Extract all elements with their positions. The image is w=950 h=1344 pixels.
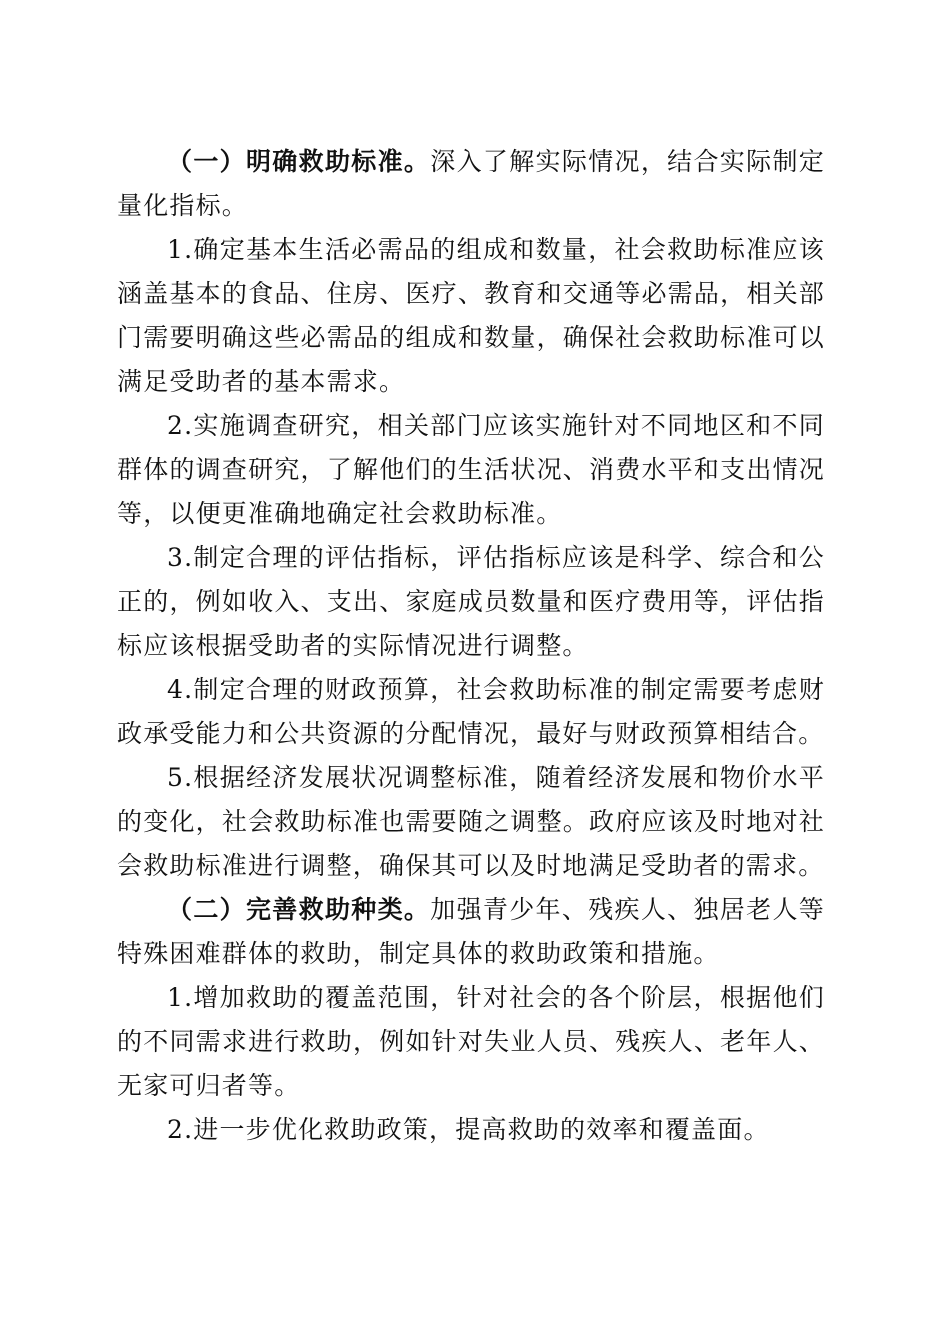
- list-item-paragraph: [117, 1108, 825, 1152]
- section-heading-paragraph: [117, 888, 825, 976]
- section-heading: （二）完善救助种类。: [167, 895, 431, 924]
- paragraph-text: 1.增加救助的覆盖范围，针对社会的各个阶层，根据他们的不同需求进行救助，例如针对失业人员、残疾人、老年人、无家可归者等。: [117, 983, 825, 1100]
- paragraph-text: 2.进一步优化救助政策，提高救助的效率和覆盖面。: [167, 1115, 770, 1144]
- section-heading-paragraph: [117, 140, 825, 228]
- paragraph-text: 3.制定合理的评估指标，评估指标应该是科学、综合和公正的，例如收入、支出、家庭成员数量和医疗费用等，评估指标应该根据受助者的实际情况进行调整。: [117, 543, 825, 660]
- list-item-paragraph: [117, 668, 825, 756]
- paragraph-text: 加强青少年、残疾人、独居老人等特殊困难群体的救助，制定具体的救助政策和措施。: [117, 895, 825, 968]
- document-page: [117, 140, 825, 1152]
- list-item-paragraph: [117, 228, 825, 404]
- section-heading: （一）明确救助标准。: [167, 147, 431, 176]
- paragraph-text: 1.确定基本生活必需品的组成和数量，社会救助标准应该涵盖基本的食品、住房、医疗、教育和交通等必需品，相关部门需要明确这些必需品的组成和数量，确保社会救助标准可以满足受助者的基本需求。: [117, 235, 825, 396]
- list-item-paragraph: [117, 976, 825, 1108]
- paragraph-text: 深入了解实际情况，结合实际制定量化指标。: [117, 147, 825, 220]
- list-item-paragraph: [117, 404, 825, 536]
- paragraph-text: 5.根据经济发展状况调整标准，随着经济发展和物价水平的变化，社会救助标准也需要随之调整。政府应该及时地对社会救助标准进行调整，确保其可以及时地满足受助者的需求。: [117, 763, 825, 880]
- paragraph-text: 4.制定合理的财政预算，社会救助标准的制定需要考虑财政承受能力和公共资源的分配情况，最好与财政预算相结合。: [117, 675, 825, 748]
- list-item-paragraph: [117, 756, 825, 888]
- paragraph-text: 2.实施调查研究，相关部门应该实施针对不同地区和不同群体的调查研究，了解他们的生活状况、消费水平和支出情况等，以便更准确地确定社会救助标准。: [117, 411, 825, 528]
- list-item-paragraph: [117, 536, 825, 668]
